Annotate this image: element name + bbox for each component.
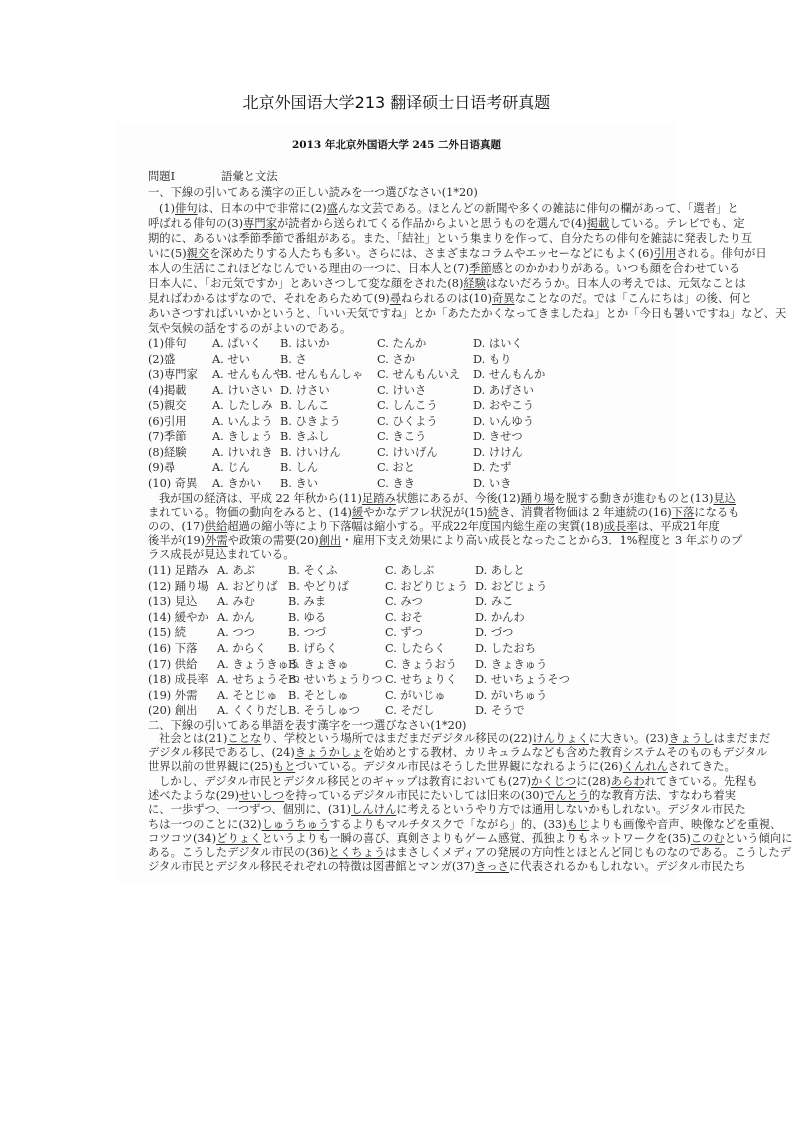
option-c: C. おどりじょう (385, 579, 469, 593)
option-d: D. したおち (475, 641, 537, 655)
question-row (148, 610, 662, 626)
text-line (148, 732, 771, 746)
question-label: (15) 続 (148, 626, 187, 640)
option-d: D. おどじょう (475, 579, 548, 593)
text-segment: という傾向に (724, 831, 793, 845)
question-label: (17) 供給 (148, 657, 198, 671)
text-segment: 的な教育方法、すなわち着実 (589, 789, 737, 803)
question-row (148, 429, 662, 445)
text-segment: 日本人に、「お元気ですか」とあいさつして変な顔をされた(8) (148, 277, 464, 290)
text-segment: 世界以前の世界観に(25) (148, 760, 273, 774)
text-line (148, 831, 793, 846)
text-segment: デジタル移民であるし、(24) (148, 746, 295, 760)
option-c: C. きこう (377, 430, 427, 443)
text-line (148, 216, 745, 231)
question-label: (13) 見込 (148, 595, 198, 609)
question-label: (20) 創出 (148, 704, 198, 718)
option-a: A. きしょう (212, 430, 273, 443)
text-segment: している。テレビでも、定 (609, 217, 745, 230)
text-segment: を脱する動きが進むものと(13) (554, 492, 714, 505)
underlined-term: しんけん (351, 803, 397, 817)
option-a: A. そとじゅ (217, 688, 278, 702)
option-a: A. せい (212, 352, 250, 366)
underlined-term: 尋 (389, 292, 402, 305)
option-b: B. そうしゅつ (288, 704, 360, 718)
option-d: D. たず (473, 461, 512, 474)
text-segment: んな文芸である。ほとんどの新聞や多くの雑誌に俳句の欄があって、「選者」と (337, 202, 739, 215)
option-d: D. はいく (473, 337, 523, 350)
text-segment: り、学校という場所ではまだまだデジタル移民の(22) (261, 732, 533, 745)
option-a: A. くくりだし (217, 704, 289, 718)
text-line (148, 760, 736, 774)
underlined-term: 足踏み (361, 492, 396, 505)
underlined-term: もじ (566, 817, 590, 831)
option-b: B. げらく (288, 641, 338, 655)
text-line (148, 492, 736, 506)
exam-subtitle: 2013 年北京外国语大学 245 二外日语真题 (291, 139, 502, 151)
question-label: (2)盛 (148, 352, 176, 366)
underlined-term: 俳句 (175, 202, 198, 215)
text-line (148, 746, 768, 760)
option-d: D. そうで (475, 704, 525, 718)
text-line (148, 534, 743, 548)
option-b: B. さ (280, 352, 307, 366)
question-row (148, 625, 662, 641)
option-c: C. おそ (385, 610, 424, 624)
text-line (148, 775, 758, 789)
underlined-term: 季節 (469, 262, 492, 275)
option-c: C. しんこう (377, 399, 438, 412)
part-name: 語彙と文法 (221, 170, 278, 183)
text-line (148, 506, 740, 520)
option-a: A. いんよう (212, 414, 273, 428)
text-segment: に代表されるかもしれない。デジタル市民たち (508, 860, 746, 874)
text-segment: に大きい。(23) (588, 732, 669, 745)
underlined-term: けんりょく (532, 732, 589, 745)
option-c: C. せちょりく (385, 673, 457, 687)
option-d: D. もり (473, 352, 512, 366)
underlined-term: 掲載 (586, 217, 610, 230)
option-a: A. せちょうそつ (217, 673, 301, 687)
option-b: B. きい (280, 476, 319, 490)
text-segment: づいている。デジタル市民はそうした世界観になれるように(26) (295, 760, 623, 774)
underlined-term: 外需 (205, 534, 228, 548)
question-row (148, 336, 662, 352)
text-segment: するよりもマルチタスクで「ながら」的、(33) (329, 817, 567, 831)
text-segment: 気や気候の話をするのがよいのである。 (148, 322, 352, 335)
text-segment: いに(5) (148, 247, 187, 260)
text-segment: コツコツ(34) (148, 831, 217, 845)
text-segment: はないだろうか。日本人の考えでは、元気なことは (485, 277, 746, 290)
option-c: C. したらく (385, 641, 446, 655)
option-c: C. たんか (377, 337, 427, 350)
underlined-term: 盛 (326, 202, 338, 215)
option-a: A. あぶ (217, 564, 255, 577)
question-row (148, 460, 662, 476)
question-label: (6)引用 (148, 414, 187, 428)
underlined-term: 創出 (318, 534, 342, 548)
question-row (148, 688, 662, 704)
text-line (148, 261, 741, 276)
option-c: C. きき (377, 476, 416, 490)
option-c: C. けいさ (377, 383, 427, 397)
option-d: D. きせつ (473, 430, 523, 443)
option-b: B. せいちょうりつ (288, 673, 383, 687)
option-b: D. けさい (280, 383, 330, 397)
option-d: D. あしと (475, 564, 525, 577)
option-a: A. ぱいく (212, 337, 262, 350)
option-d: D. けけん (473, 445, 523, 459)
option-b: B. みま (288, 595, 327, 609)
text-segment: に考えるというやり方では通用しないかもしれない。デジタル市民た (396, 803, 746, 817)
text-segment: を持っているデジタル市民にたいしては旧来の(30) (284, 789, 544, 803)
part-number: 問題Ⅰ (148, 170, 176, 183)
option-d: D. おやこう (473, 399, 535, 412)
question-row (148, 383, 662, 399)
option-c: C. ずつ (385, 626, 424, 640)
text-segment: はまさしくメディアの発展の方向性とほとんど同じものなのである。こうしたデ (385, 845, 791, 859)
option-b: B. ゆる (288, 610, 327, 624)
option-c: C. そだし (385, 704, 435, 718)
option-d: D. かんわ (475, 610, 525, 624)
text-segment: (1) (159, 202, 176, 215)
option-b: B. はいか (280, 337, 330, 350)
text-segment: 呼ばれる俳句の(3) (148, 217, 244, 230)
passage-economy (148, 492, 743, 562)
text-segment: 期的に、あるいは季節季節で番組がある。また、「結社」という集まりを作って、自分たちの俳句を雑誌に発表したり互 (148, 232, 753, 245)
text-segment: 我が国の経済は、平成 22 年秋から(11) (159, 492, 362, 505)
underlined-term: きょうし (668, 732, 714, 745)
question-row (148, 594, 662, 610)
option-c: C. さか (377, 352, 416, 366)
question-label: (18) 成長率 (148, 673, 209, 687)
option-b: B. きょきゅ (288, 657, 349, 671)
text-segment: 超過の縮小等により下落幅は縮小する。平成22年度国内総生産の実質(18) (227, 520, 604, 534)
option-a: A. きかい (212, 476, 262, 490)
underlined-term: このむ (690, 831, 725, 845)
text-segment: 見ればわかるはずなので、それをあらためて(9) (148, 292, 390, 305)
question-row (148, 563, 662, 579)
option-d: D. いんゆう (473, 414, 535, 428)
question-row (148, 657, 662, 673)
option-b: B. けいけん (280, 445, 341, 459)
underlined-term: どりょく (216, 831, 262, 845)
text-segment: 社会とは(21) (159, 732, 228, 745)
underlined-term: きっさ (475, 860, 509, 874)
text-line (148, 789, 737, 803)
text-segment: されてきた。 (667, 760, 736, 774)
text-segment: に(28) (576, 775, 611, 788)
text-segment: ラス成長が見込まれている。 (148, 548, 295, 562)
underlined-term: 続 (487, 506, 499, 520)
text-segment: 述べたような(29) (148, 789, 239, 803)
option-c: C. きょうおう (385, 657, 457, 671)
question-label: (5)親交 (148, 399, 187, 412)
question-label: (12) 踊り場 (148, 579, 209, 593)
option-c: C. がいじゅ (385, 688, 446, 702)
underlined-term: せいしつ (238, 789, 285, 803)
underlined-term: あらわ (610, 775, 645, 788)
underlined-term: 下落 (671, 506, 695, 520)
text-segment: き、消費者物価は 2 年連続の(16) (499, 506, 672, 520)
underlined-term: しゅうちゅう (261, 817, 330, 831)
text-segment: ・雇用下支え効果により高い成長となったことから3．1%程度と 3 年ぶりのプ (341, 534, 743, 548)
text-segment: 感とのかかわりがある。いつも顔を合わせている (491, 262, 741, 275)
text-segment: される。俳句が日 (676, 247, 767, 260)
option-b: B. やどりば (288, 579, 349, 593)
question-label: (19) 外需 (148, 688, 198, 702)
underlined-term: 経験 (463, 277, 486, 290)
question-row (148, 476, 662, 492)
underlined-term: とくちょう (328, 845, 386, 859)
underlined-term: くんれん (622, 760, 668, 774)
option-b: B. ひきよう (280, 414, 341, 428)
option-a: A. みむ (217, 595, 255, 609)
option-a: A. つつ (217, 626, 255, 640)
text-segment: が読者から送られてくる作品からよいと思うものを選んで(4) (277, 217, 587, 230)
question-row (148, 641, 662, 657)
text-line (148, 548, 662, 562)
option-a: A. したしみ (212, 399, 273, 412)
text-line (148, 201, 739, 216)
text-line (148, 860, 746, 874)
option-b: B. せんもんしゃ (280, 368, 364, 381)
option-b: B. きふし (280, 430, 330, 443)
text-line (148, 231, 753, 246)
underlined-term: でんとう (543, 789, 590, 803)
text-segment: ジタル市民とデジタル移民それぞれの特徴は図書館とマンガ(37) (148, 860, 476, 874)
underlined-term: ことな (227, 732, 262, 745)
underlined-term: 緩 (351, 506, 364, 520)
question-label: (8)経験 (148, 445, 187, 459)
text-segment: ねられるのは(10) (401, 292, 493, 305)
option-d: D. せんもんか (473, 368, 546, 381)
question-label: (4)掲載 (148, 383, 187, 397)
question-row (148, 352, 662, 368)
text-segment: はまだまだ (713, 732, 771, 745)
option-d: D. づつ (475, 626, 514, 640)
text-line (148, 845, 791, 860)
option-d: D. いき (473, 476, 512, 490)
underlined-term: 奇異 (492, 292, 515, 305)
option-b: B. そくふ (288, 564, 338, 577)
question-row (148, 367, 662, 383)
text-line (148, 520, 720, 534)
text-segment: 状態にあるが、今後(12) (395, 492, 521, 505)
question-label: (7)季節 (148, 430, 187, 443)
option-a: A. せんもんや (212, 368, 284, 381)
passage-digital-2 (148, 775, 793, 874)
reading-choices-table-2 (148, 563, 662, 719)
text-segment: になるも (694, 506, 740, 520)
option-c: C. みつ (385, 595, 423, 609)
text-segment: に、一歩ずつ、一つずつ、個別に、(31) (148, 803, 352, 817)
underlined-term: 成長率 (603, 520, 638, 534)
passage-haiku (148, 201, 787, 336)
text-line (148, 306, 787, 321)
text-segment: というよりも一瞬の喜び、真剣さよりもゲーム感覚、孤独よりもネットワークを(35) (261, 831, 691, 845)
document-title: 北京外国语大学213 翻译硕士日语考研真题 (242, 93, 551, 112)
text-line (148, 276, 746, 291)
reading-choices-table-1 (148, 336, 662, 491)
option-a: A. けいさい (212, 383, 273, 397)
text-segment: は、日本の中で非常に(2) (197, 202, 327, 215)
underlined-term: もと (272, 760, 296, 774)
text-segment: のの、(17) (148, 520, 205, 534)
option-a: A. けいれき (212, 445, 273, 459)
underlined-term: 供給 (204, 520, 228, 534)
option-b: B. しんこ (280, 399, 330, 412)
question-label: (9)尋 (148, 461, 176, 474)
text-segment: まれている。物価の動向をみると、(14) (148, 506, 352, 520)
option-b: B. そとしゅ (288, 688, 349, 702)
option-c: C. ひくよう (377, 414, 438, 428)
underlined-term: 親交 (186, 247, 210, 260)
text-line (148, 321, 662, 336)
text-segment: や政策の需要(20) (227, 534, 319, 548)
text-segment: あいさつすればいいかというと、「いい天気ですね」とか「あたたかくなってきましたね」とか「今日も暑いですね」など、天 (148, 307, 787, 320)
text-segment: を深めたりする人たちも多い。さらには、さまざまなコラムやエッセーなどにもよく(6) (209, 247, 654, 260)
question-label: (3)専門家 (148, 368, 198, 381)
passage-digital-1 (148, 732, 771, 775)
option-a: A. おどりば (217, 579, 278, 593)
question-row (148, 414, 662, 430)
option-a: A. じん (212, 461, 250, 474)
part-heading (148, 169, 278, 184)
option-c: C. けいげん (377, 445, 438, 459)
question-label: (14) 緩やか (148, 610, 209, 624)
question-label: (11) 足踏み (148, 564, 209, 577)
underlined-term: 専門家 (243, 217, 277, 230)
underlined-term: きょうかしょ (294, 746, 363, 760)
text-segment: なことなのだ。では「こんにちは」の後、何と (514, 292, 752, 305)
text-segment: よりも画像や音声、映像などを重視、 (589, 817, 782, 831)
text-segment: 本人の生活にこれほどなじんでいる理由の一つに、日本人と(7) (148, 262, 470, 275)
text-line (148, 803, 746, 817)
option-a: A. きょうきゅう (217, 657, 301, 671)
option-d: D. がいちゅう (475, 688, 548, 702)
question-row (148, 579, 662, 595)
question-label: (16) 下落 (148, 641, 198, 655)
text-line (148, 817, 782, 832)
option-c: C. あしぶ (385, 564, 435, 577)
option-c: C. せんもんいえ (377, 368, 461, 381)
text-segment: を始めとする教材、カリキュラムなども含めた教育システムそのものもデジタル (362, 746, 768, 760)
question-row (148, 445, 662, 461)
text-segment: は、平成21年度 (637, 520, 720, 534)
question-label: (10) 奇異 (148, 476, 198, 490)
question-row (148, 398, 662, 414)
option-a: A. かん (217, 610, 255, 624)
underlined-term: 踊り場 (520, 492, 555, 505)
text-segment: しかし、デジタル市民とデジタル移民とのギャップは教育においても(27) (159, 775, 532, 788)
option-b: B. しん (280, 461, 319, 474)
text-segment: やかなデフレ状況が(15) (363, 506, 488, 520)
text-segment: ある。こうしたデジタル市民の(36) (148, 845, 329, 859)
text-line (148, 246, 767, 261)
option-b: B. つづ (288, 626, 327, 640)
option-d: D. きょきゅう (475, 657, 548, 671)
section1-heading: 一、下線の引いてある漢字の正しい読みを一つ選びなさい(1*20) (148, 186, 478, 199)
underlined-term: かくじつ (531, 775, 577, 788)
underlined-term: 引用 (653, 247, 677, 260)
question-row (148, 672, 662, 688)
option-d: D. みこ (475, 595, 514, 609)
option-c: C. おと (377, 461, 416, 474)
underlined-term: 見込 (713, 492, 736, 505)
text-segment: ちは一つのことに(32) (148, 817, 262, 831)
text-segment: れてきている。先程も (644, 775, 758, 788)
option-d: D. せいちょうそつ (475, 673, 570, 687)
question-label: (1)俳句 (148, 337, 187, 350)
text-segment: 後半が(19) (148, 534, 206, 548)
option-a: A. からく (217, 641, 267, 655)
text-line (148, 291, 752, 306)
question-row (148, 703, 662, 719)
section2-heading: 二、下線の引いてある単語を表す漢字を一つ選びなさい(1*20) (148, 719, 467, 732)
option-d: D. あげさい (473, 383, 535, 397)
